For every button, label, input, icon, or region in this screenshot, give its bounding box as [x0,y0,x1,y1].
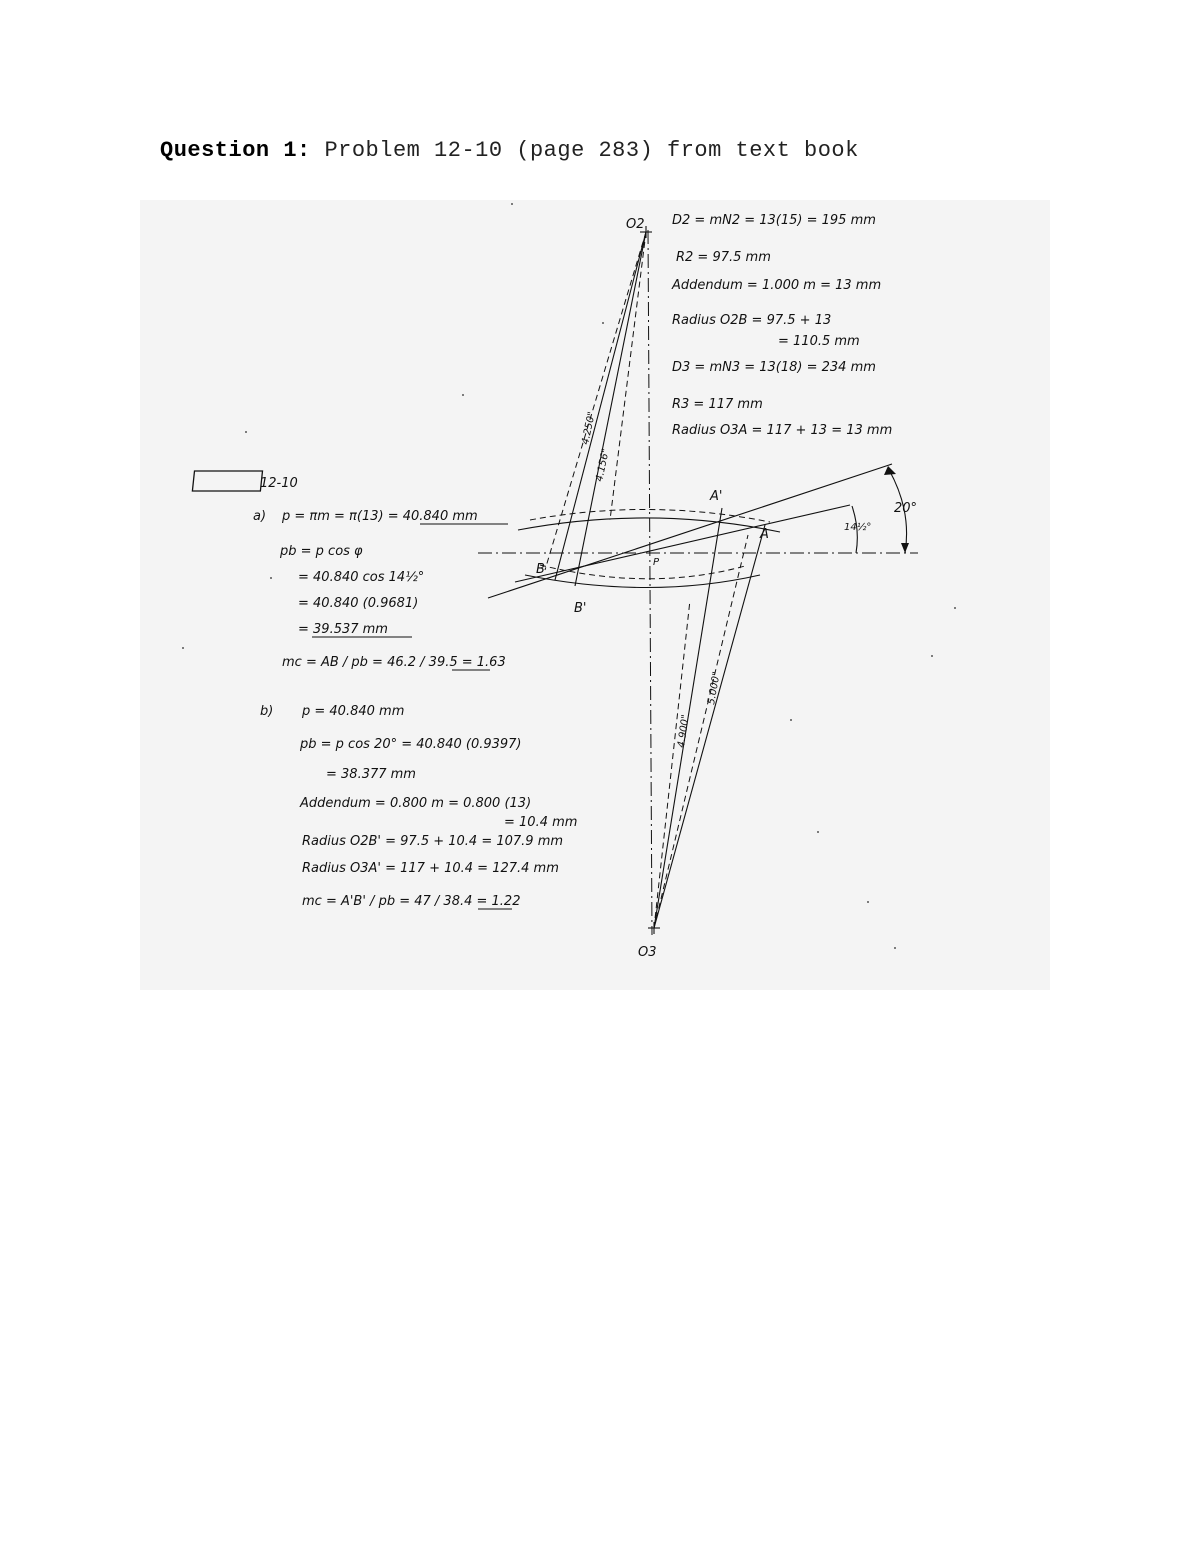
given-data [671,213,892,438]
question-label: Question 1: [160,138,311,163]
gear3-outer-radius: Radius O3A = 117 + 13 = 13 mm [672,423,893,438]
gear2-radius: R2 = 97.5 mm [676,250,771,265]
part-b-pitch: p = 40.840 mm [302,704,405,719]
problem-number: 12-10 [260,476,298,491]
dim-3-label: 4.900" [676,713,692,749]
part-b-radius-o3: Radius O3A' = 117 + 10.4 = 127.4 mm [302,861,559,876]
point-b-label: B [536,562,545,577]
point-a-prime-label: A' [710,489,723,504]
part-a-step3: = 39.537 mm [298,622,388,637]
problem-number-box [192,471,262,491]
part-b-base-pitch: pb = p cos 20° = 40.840 (0.9397) [300,737,522,752]
gear2-addendum: Addendum = 1.000 m = 13 mm [672,278,882,293]
part-b-solution [260,704,577,909]
gear2-outer-radius: Radius O2B = 97.5 + 13 [672,313,832,328]
part-a-step2: = 40.840 (0.9681) [298,596,419,611]
angle-20-label: 20° [894,501,918,516]
part-a-contact-ratio: mc = AB / pb = 46.2 / 39.5 = 1.63 [282,655,506,670]
gear3-diameter: D3 = mN3 = 13(18) = 234 mm [672,360,876,375]
dim-1-label: 4.250" [580,410,598,446]
dim-2-label: 4.156" [594,447,612,483]
dim-4-label: 5.000" [706,670,723,706]
part-b-addendum: Addendum = 0.800 m = 0.800 (13) [300,796,532,811]
pitch-point-label: P [653,557,660,568]
part-a-pitch: p = πm = π(13) = 40.840 mm [282,509,478,524]
o3-label: O3 [638,945,657,960]
point-b-prime-label: B' [574,601,587,616]
part-b-contact-ratio: mc = A'B' / pb = 47 / 38.4 = 1.22 [302,894,521,909]
point-a-label: A [760,527,769,542]
angle-14-label: 14½° [844,522,872,533]
question-text: Problem 12-10 (page 283) from text book [324,138,859,163]
o2-label: O2 [626,217,645,232]
part-a-step1: = 40.840 cos 14½° [298,570,425,585]
part-b-radius-o2: Radius O2B' = 97.5 + 10.4 = 107.9 mm [302,834,564,849]
part-b-label: b) [260,704,274,719]
part-a-label: a) [253,509,267,524]
part-a-solution [253,509,508,670]
gear2-outer-radius-result: = 110.5 mm [778,334,860,349]
gear2-diameter: D2 = mN2 = 13(15) = 195 mm [672,213,876,228]
part-b-addendum-result: = 10.4 mm [504,815,578,830]
part-a-base-pitch: pb = p cos φ [280,544,363,559]
part-b-base-pitch-result: = 38.377 mm [326,767,416,782]
gear3-radius: R3 = 117 mm [672,397,763,412]
